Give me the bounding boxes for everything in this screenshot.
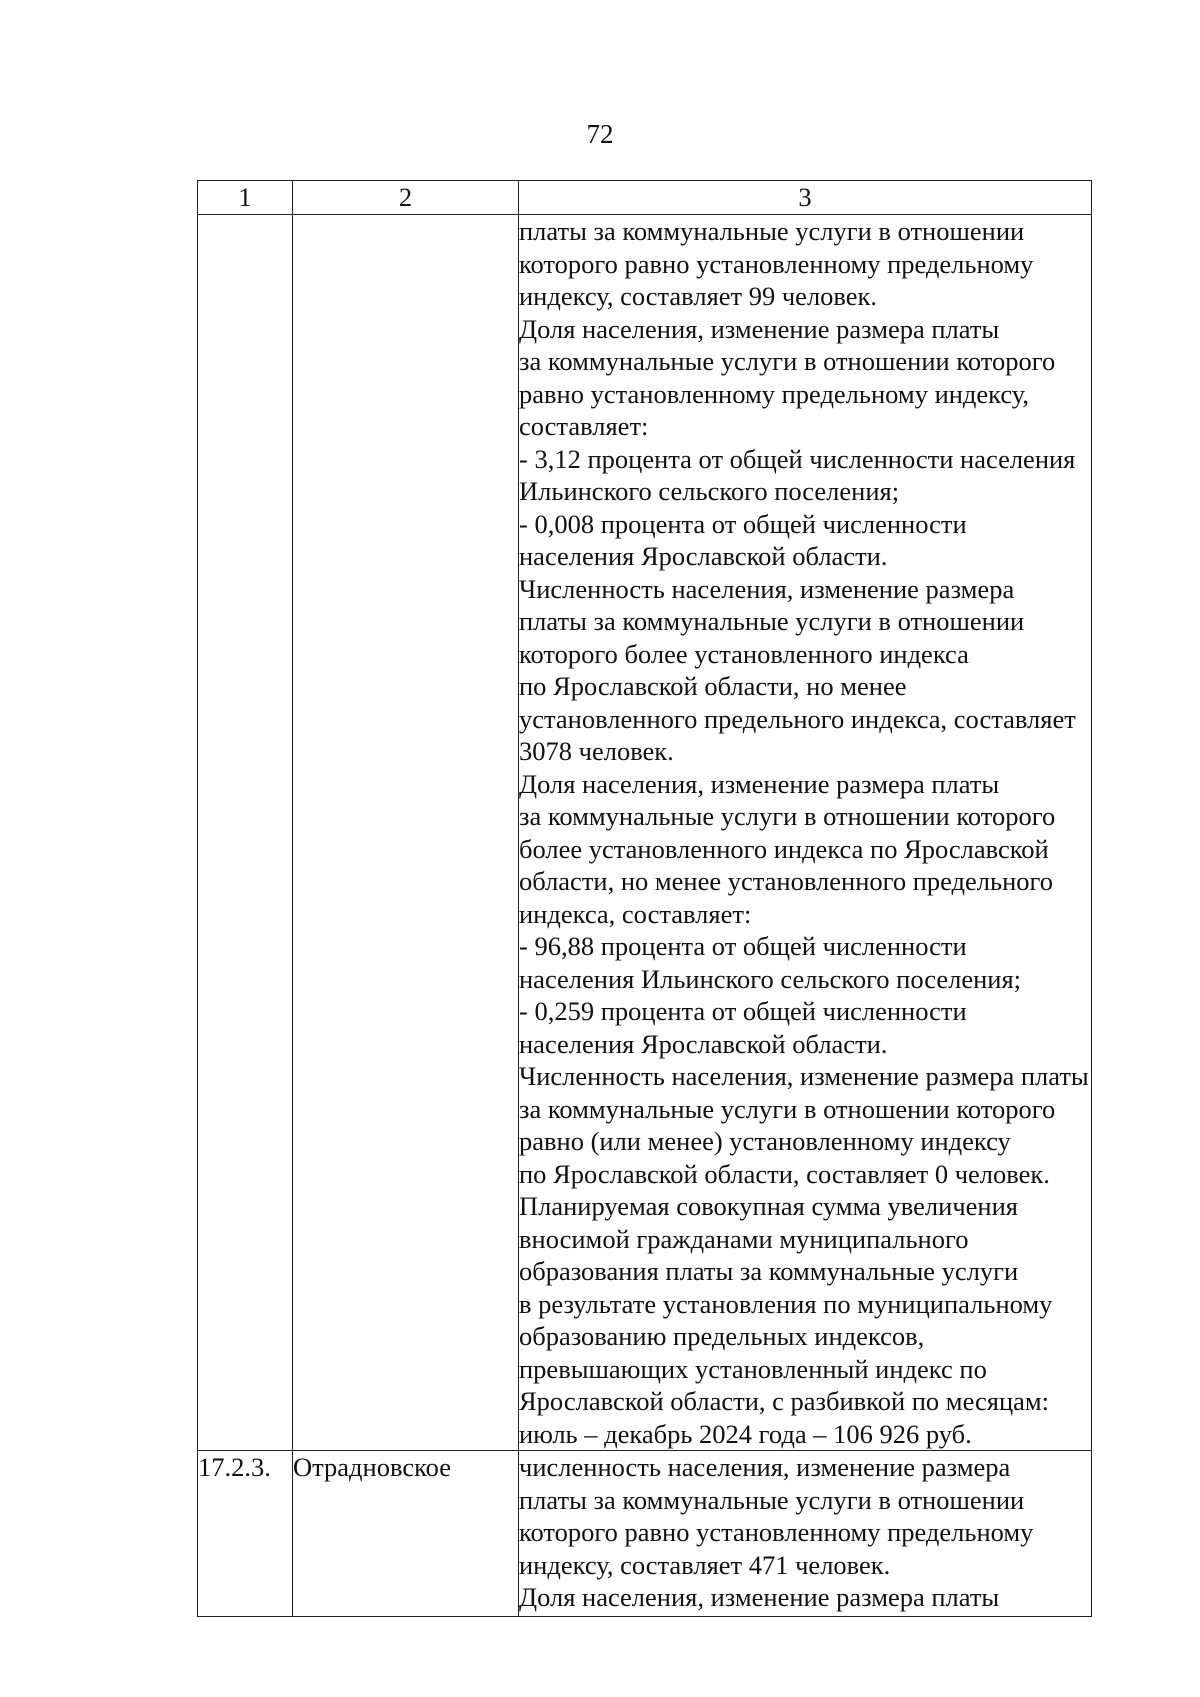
text-line: Ильинского сельского поселения; — [519, 476, 900, 506]
text-line: платы за коммунальные услуги в отношении — [519, 216, 1025, 246]
table-row — [198, 1451, 1092, 1617]
text-line: Планируемая совокупная сумма увеличения — [519, 1191, 1018, 1221]
text-line: которого равно установленному предельному — [519, 1517, 1034, 1547]
table-header-row — [198, 181, 1092, 215]
text-line: составляет: — [519, 411, 649, 441]
settlement-name-cell — [293, 215, 519, 1451]
document-table — [197, 180, 1092, 1617]
text-line: Численность населения, изменение размера — [519, 573, 1015, 604]
text-line: более установленного индекса по Ярославской — [519, 833, 1049, 864]
text-line: за коммунальные услуги в отношении которого — [519, 1093, 1056, 1124]
text-line: индексу, составляет 99 человек. — [519, 281, 878, 311]
text-line: которого равно установленному предельному — [519, 248, 1034, 279]
text-line: по Ярославской области, составляет 0 человек. — [519, 1158, 1050, 1189]
text-line: Численность населения, изменение размера платы — [519, 1061, 1089, 1091]
description-cell — [519, 215, 1092, 1451]
text-line: - 0,259 процента от общей численности — [519, 996, 967, 1026]
text-line: Ярославской области, с разбивкой по месяцам: — [519, 1386, 1050, 1416]
text-line: которого более установленного индекса — [519, 638, 969, 669]
text-line: платы за коммунальные услуги в отношении — [519, 1484, 1025, 1515]
text-line: населения Ярославской области. — [519, 541, 888, 571]
row-number-cell — [198, 215, 293, 1451]
text-line: равно установленному предельному индексу, — [519, 378, 1030, 409]
text-line: превышающих установленный индекс по — [519, 1353, 987, 1384]
text-line: установленного предельного индекса, составляет — [519, 703, 1076, 734]
text-line: населения Ильинского сельского поселения; — [519, 963, 1022, 994]
text-line: за коммунальные услуги в отношении которого — [519, 346, 1056, 376]
text-line: - 3,12 процента от общей численности населения — [519, 443, 1076, 474]
text-line: 3078 человек. — [519, 736, 674, 766]
text-line: индекса, составляет: — [519, 898, 752, 929]
text-line: за коммунальные услуги в отношении которого — [519, 801, 1056, 831]
text-line: образования платы за коммунальные услуги — [519, 1256, 1019, 1286]
text-line: Доля населения, изменение размера платы — [519, 1582, 1000, 1612]
text-line: вносимой гражданами муниципального — [519, 1223, 969, 1254]
text-line: численность населения, изменение размера — [519, 1452, 1011, 1482]
column-header-3: 3 — [519, 181, 1092, 215]
text-line: - 96,88 процента от общей численности — [519, 931, 967, 961]
description-lines — [519, 215, 1091, 1450]
text-line: платы за коммунальные услуги в отношении — [519, 606, 1025, 636]
text-line: равно (или менее) установленному индексу — [519, 1126, 1011, 1156]
description-cell — [519, 1451, 1092, 1617]
text-line: образованию предельных индексов, — [519, 1321, 925, 1351]
text-line: июль – декабрь 2024 года – 106 926 руб. — [519, 1418, 972, 1449]
text-line: - 0,008 процента от общей численности — [519, 508, 967, 539]
text-line: населения Ярославской области. — [519, 1028, 888, 1059]
text-line: области, но менее установленного предельного — [519, 866, 1053, 896]
settlement-name-cell: Отрадновское — [293, 1451, 519, 1617]
text-line: в результате установления по муниципальному — [519, 1288, 1053, 1319]
column-header-2: 2 — [293, 181, 519, 215]
table-row — [198, 215, 1092, 1451]
page-number: 72 — [586, 119, 614, 149]
text-line: Доля населения, изменение размера платы — [519, 313, 1000, 344]
column-header-1: 1 — [198, 181, 293, 215]
row-number-cell: 17.2.3. — [198, 1451, 293, 1617]
text-line: по Ярославской области, но менее — [519, 671, 907, 701]
text-line: индексу, составляет 471 человек. — [519, 1549, 891, 1580]
text-line: Доля населения, изменение размера платы — [519, 768, 1000, 799]
description-lines — [519, 1451, 1091, 1614]
